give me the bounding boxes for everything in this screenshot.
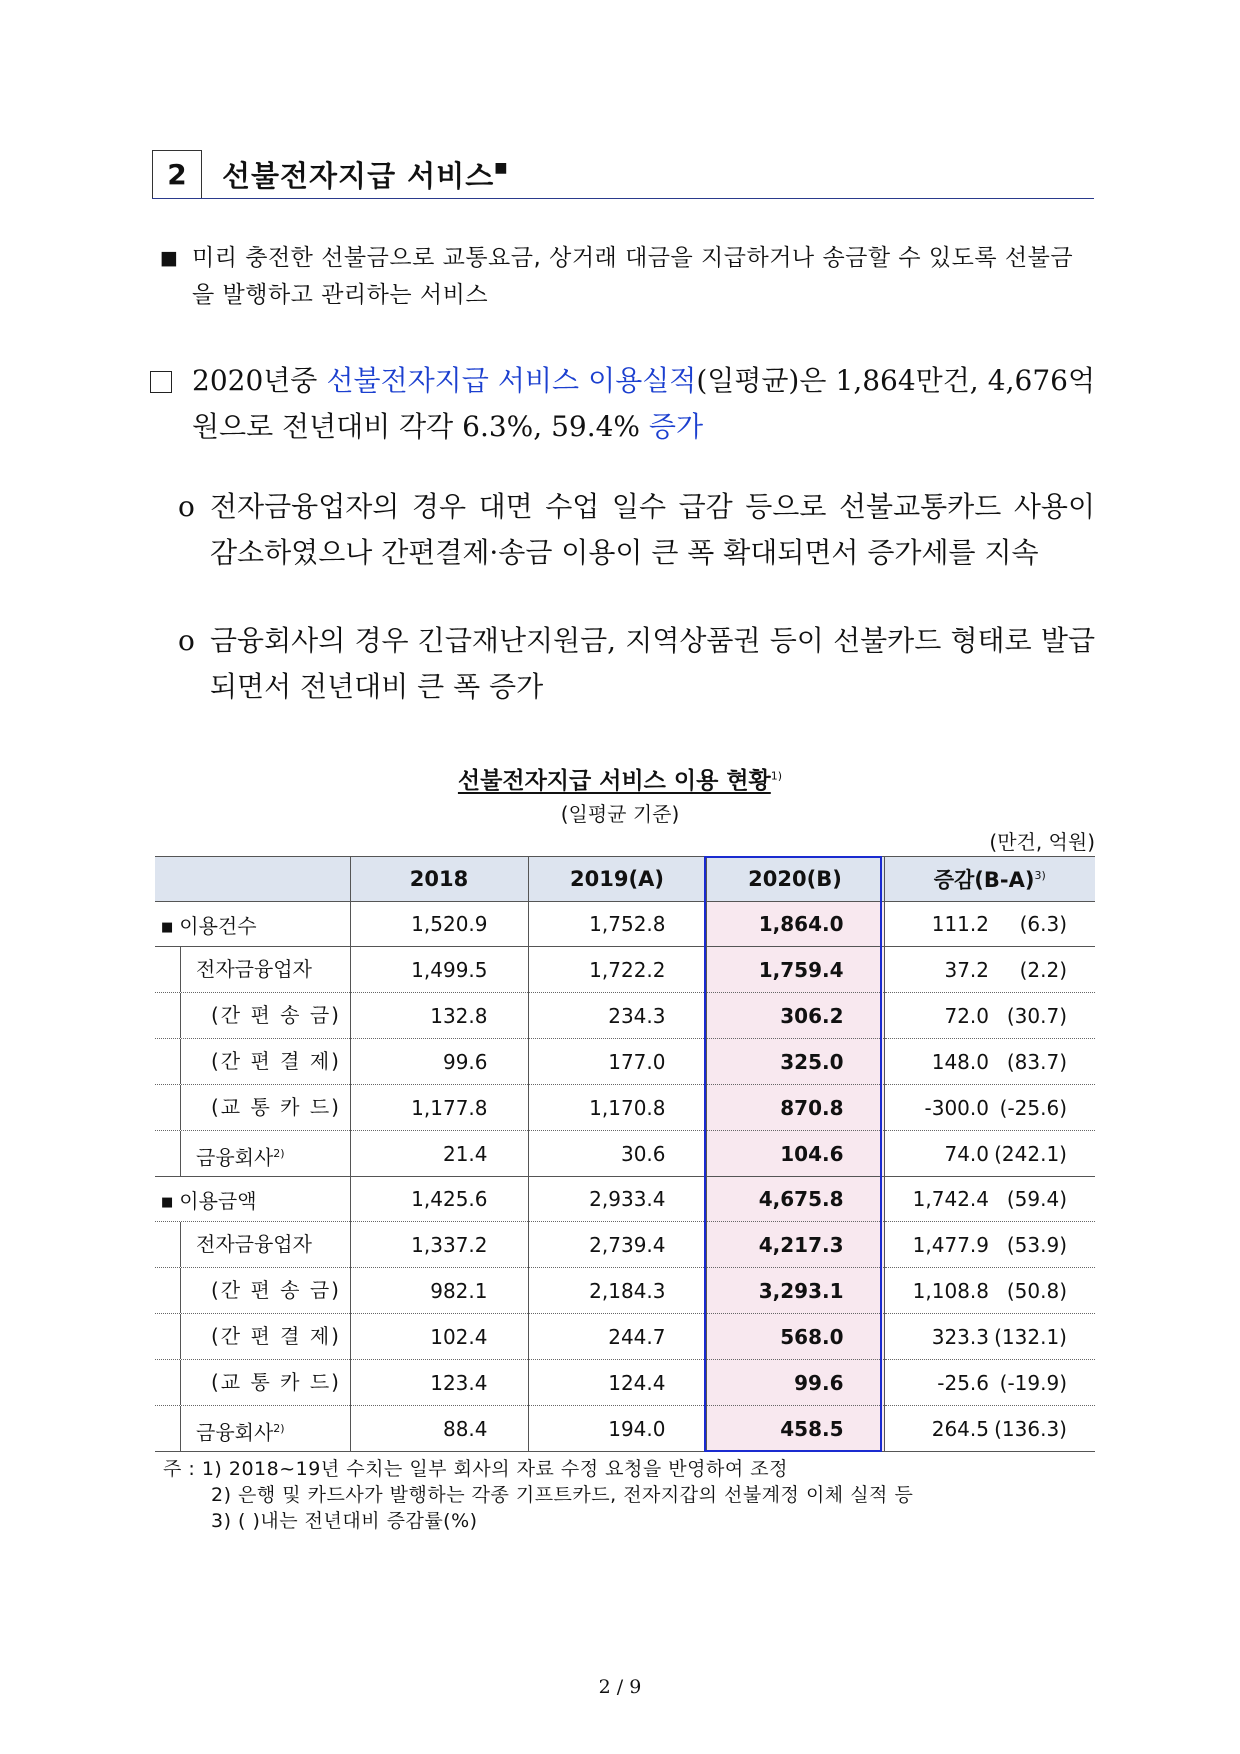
cell-2019: 2,184.3 bbox=[528, 1268, 706, 1314]
checkbox-square-icon bbox=[150, 371, 172, 393]
cell-2019: 2,933.4 bbox=[528, 1177, 706, 1222]
cell-change: 264.5 (136.3) bbox=[884, 1406, 1095, 1452]
cell-2019: 124.4 bbox=[528, 1360, 706, 1406]
row-label: (교 통 카 드) bbox=[155, 1085, 350, 1131]
circle-bullet: o bbox=[178, 624, 195, 657]
circle-bullet: o bbox=[178, 490, 195, 523]
row-label: (간 편 결 제) bbox=[155, 1314, 350, 1360]
cell-2020: 1,759.4 bbox=[706, 947, 884, 993]
cell-2019: 177.0 bbox=[528, 1039, 706, 1085]
row-label: 전자금융업자 bbox=[155, 1222, 350, 1268]
cell-2018: 1,499.5 bbox=[350, 947, 528, 993]
cell-2020: 568.0 bbox=[706, 1314, 884, 1360]
cell-2019: 244.7 bbox=[528, 1314, 706, 1360]
table-row bbox=[155, 1085, 1095, 1131]
definition-text: 미리 충전한 선불금으로 교통요금, 상거래 대금을 지급하거나 송금할 수 있도록 선불금을 발행하고 관리하는 서비스 bbox=[192, 245, 1074, 308]
cell-2019: 194.0 bbox=[528, 1406, 706, 1452]
header-cell-2018: 2018 bbox=[350, 857, 528, 902]
header-cell-change: 증감$(B-A)^{3)}$ bbox=[884, 857, 1095, 902]
table-row bbox=[155, 1131, 1095, 1177]
cell-2018: 1,520.9 bbox=[350, 902, 528, 947]
sub-point-text: 전자금융업자의 경우 대면 수업 일수 급감 등으로 선불교통카드 사용이 감소하였으나 간편결제·송금 이용이 큰 폭 확대되면서 증가세를 지속 bbox=[210, 490, 1095, 569]
square-bullet-icon: ■ bbox=[161, 919, 174, 935]
main-point-highlight-increase: 증가 bbox=[648, 410, 704, 443]
row-label: ■ 이용금액 bbox=[155, 1177, 350, 1222]
header-cell-2020: 2020(B) bbox=[706, 857, 884, 902]
cell-change: -300.0 (-25.6) bbox=[884, 1085, 1095, 1131]
section-title: 선불전자지급 서비스■ bbox=[222, 159, 509, 193]
cell-2020: 325.0 bbox=[706, 1039, 884, 1085]
cell-2018: 102.4 bbox=[350, 1314, 528, 1360]
cell-2018: 982.1 bbox=[350, 1268, 528, 1314]
note-2: 2) 은행 및 카드사가 발행하는 각종 기프트카드, 전자지갑의 선불계정 이체 실적 등 bbox=[211, 1484, 914, 1506]
table-subtitle: (일평균 기준) bbox=[560, 802, 680, 826]
table-unit: (만건, 억원) bbox=[989, 830, 1095, 854]
main-point-highlight: 선불전자지급 서비스 이용실적 bbox=[326, 364, 697, 397]
table-row bbox=[155, 1039, 1095, 1085]
cell-change: -25.6 (-19.9) bbox=[884, 1360, 1095, 1406]
row-label: 금융회사$^{2)}$ bbox=[155, 1406, 350, 1452]
main-point-text: 2020년중 선불전자지급 서비스 이용실적(일평균)은 1,864만건, 4,676억원으로 전년대비 각각 6.3%, 59.4% 증가 bbox=[192, 364, 1095, 443]
table-row bbox=[155, 1360, 1095, 1406]
row-label: (교 통 카 드) bbox=[155, 1360, 350, 1406]
cell-2020: 458.5 bbox=[706, 1406, 884, 1452]
table-header-row bbox=[155, 857, 1095, 902]
cell-2018: 132.8 bbox=[350, 993, 528, 1039]
cell-2020: 4,217.3 bbox=[706, 1222, 884, 1268]
cell-change: 323.3 (132.1) bbox=[884, 1314, 1095, 1360]
cell-2020: 870.8 bbox=[706, 1085, 884, 1131]
cell-2018: 1,425.6 bbox=[350, 1177, 528, 1222]
section-number: 2 bbox=[152, 150, 202, 198]
cell-2019: 30.6 bbox=[528, 1131, 706, 1177]
sub-point-text: 금융회사의 경우 긴급재난지원금, 지역상품권 등이 선불카드 형태로 발급되면서 전년대비 큰 폭 증가 bbox=[210, 624, 1095, 703]
table-row bbox=[155, 1177, 1095, 1222]
cell-change: 72.0 (30.7) bbox=[884, 993, 1095, 1039]
sub-point-1 bbox=[178, 484, 1095, 576]
usage-table bbox=[155, 856, 1095, 1452]
square-bullet-icon: ■ bbox=[161, 1194, 174, 1210]
table-row bbox=[155, 1406, 1095, 1452]
square-bullet-icon: ■ bbox=[160, 247, 179, 269]
cell-2020: 104.6 bbox=[706, 1131, 884, 1177]
cell-change: 111.2 (6.3) bbox=[884, 902, 1095, 947]
table-title-note: 1) bbox=[770, 769, 783, 783]
cell-2020: 99.6 bbox=[706, 1360, 884, 1406]
table-row bbox=[155, 1222, 1095, 1268]
note-1: 주 : 1) 2018~19년 수치는 일부 회사의 자료 수정 요청을 반영하여 조정 bbox=[163, 1458, 788, 1480]
cell-2019: 1,170.8 bbox=[528, 1085, 706, 1131]
row-label: (간 편 결 제) bbox=[155, 1039, 350, 1085]
cell-2019: 1,752.8 bbox=[528, 902, 706, 947]
sub-point-2 bbox=[178, 618, 1095, 710]
cell-2018: 21.4 bbox=[350, 1131, 528, 1177]
cell-2019: 1,722.2 bbox=[528, 947, 706, 993]
cell-change: 1,477.9 (53.9) bbox=[884, 1222, 1095, 1268]
page-number: 2 / 9 bbox=[598, 1676, 642, 1698]
cell-2020: 1,864.0 bbox=[706, 902, 884, 947]
row-label: 금융회사$^{2)}$ bbox=[155, 1131, 350, 1177]
row-label: ■ 이용건수 bbox=[155, 902, 350, 947]
row-label: 전자금융업자 bbox=[155, 947, 350, 993]
section-header bbox=[152, 150, 1094, 199]
cell-2020: 306.2 bbox=[706, 993, 884, 1039]
cell-2018: 1,337.2 bbox=[350, 1222, 528, 1268]
row-label: (간 편 송 금) bbox=[155, 993, 350, 1039]
service-definition bbox=[160, 240, 1095, 314]
main-point bbox=[150, 358, 1095, 450]
table-row bbox=[155, 1314, 1095, 1360]
cell-change: 148.0 (83.7) bbox=[884, 1039, 1095, 1085]
cell-2020: 3,293.1 bbox=[706, 1268, 884, 1314]
table-row bbox=[155, 947, 1095, 993]
cell-2019: 234.3 bbox=[528, 993, 706, 1039]
table-row bbox=[155, 993, 1095, 1039]
cell-2018: 88.4 bbox=[350, 1406, 528, 1452]
cell-2018: 123.4 bbox=[350, 1360, 528, 1406]
cell-change: 1,108.8 (50.8) bbox=[884, 1268, 1095, 1314]
table-notes bbox=[163, 1456, 913, 1534]
header-cell-label bbox=[155, 857, 350, 902]
title-mark: ■ bbox=[494, 160, 509, 176]
table-row bbox=[155, 1268, 1095, 1314]
header-cell-2019: 2019(A) bbox=[528, 857, 706, 902]
cell-2020: 4,675.8 bbox=[706, 1177, 884, 1222]
cell-change: 74.0 (242.1) bbox=[884, 1131, 1095, 1177]
cell-change: 1,742.4 (59.4) bbox=[884, 1177, 1095, 1222]
cell-2019: 2,739.4 bbox=[528, 1222, 706, 1268]
row-label: (간 편 송 금) bbox=[155, 1268, 350, 1314]
table-row bbox=[155, 902, 1095, 947]
note-3: 3) ( )내는 전년대비 증감률(%) bbox=[211, 1510, 478, 1532]
table-title: 선불전자지급 서비스 이용 현황$^{1)}$ bbox=[457, 768, 783, 794]
cell-2018: 1,177.8 bbox=[350, 1085, 528, 1131]
cell-2018: 99.6 bbox=[350, 1039, 528, 1085]
cell-change: 37.2 (2.2) bbox=[884, 947, 1095, 993]
